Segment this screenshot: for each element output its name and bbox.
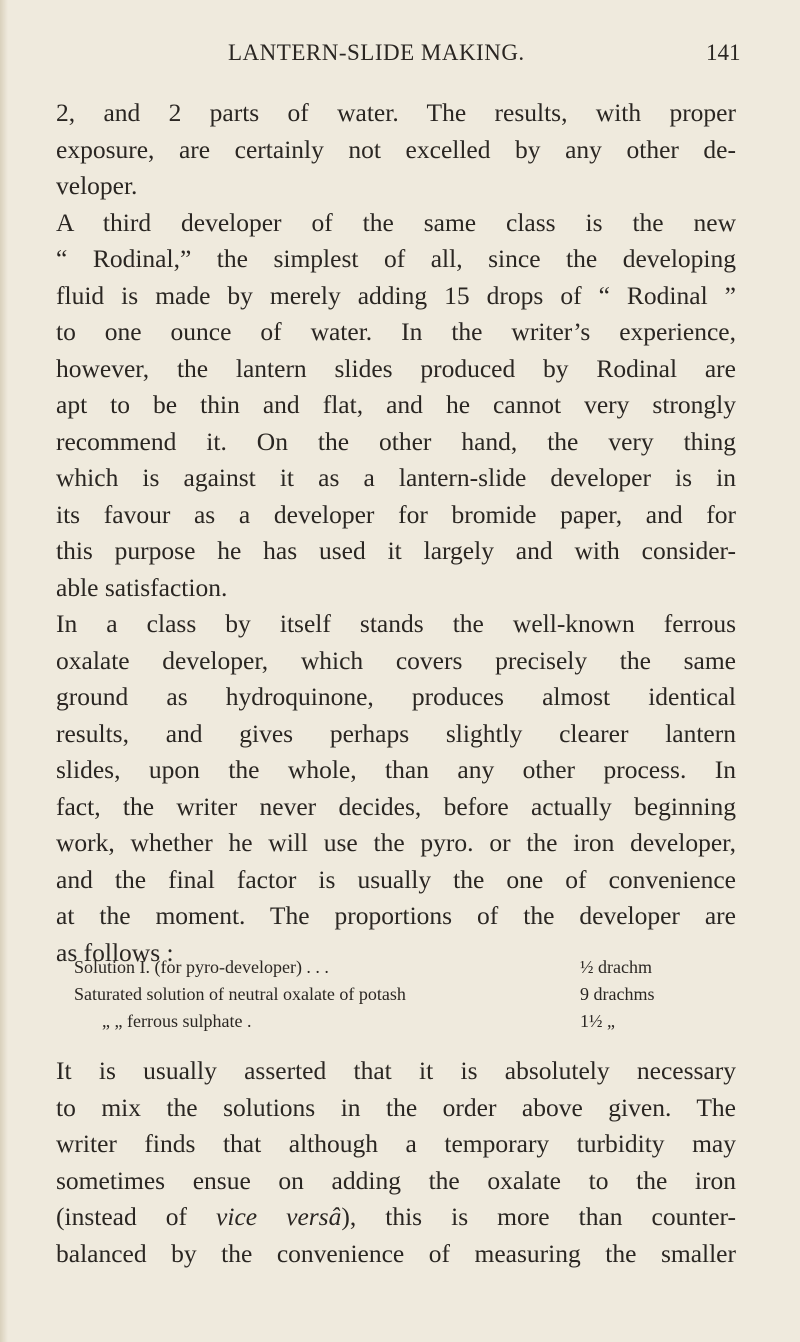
text-line: recommend it. On the other hand, the very thing xyxy=(56,426,736,456)
table-row xyxy=(74,981,714,1008)
text-line: “ Rodinal,” the simplest of all, since the developing xyxy=(56,244,736,273)
body-text xyxy=(56,95,736,971)
text-line: ground as hydroquinone, produces almost identical xyxy=(56,682,736,711)
text-run: ), this is more than counter- xyxy=(341,1202,736,1231)
text-line xyxy=(56,1053,736,1090)
ingredient-cell: Solution I. (for pyro-developer) . . . xyxy=(74,957,329,977)
table-row xyxy=(74,1008,714,1035)
text-line: A third developer of the same class is the new xyxy=(56,207,736,237)
text-line: oxalate developer, which covers precisely the same xyxy=(56,645,736,675)
text-line: veloper. xyxy=(56,171,138,200)
text-line: to one ounce of water. In the writer’s experience, xyxy=(56,317,736,346)
text-run: (instead of xyxy=(56,1202,217,1231)
text-line: however, the lantern slides produced by Rodinal are xyxy=(56,353,736,383)
text-line: exposure, are certainly not excelled by any other de- xyxy=(56,134,736,164)
text-line xyxy=(56,1236,736,1273)
text-line: results, and gives perhaps slightly clearer lantern xyxy=(56,718,736,748)
text-line: which is against it as a lantern-slide developer is in xyxy=(56,463,736,492)
text-run: It is usually asserted that it is absolutely necessary xyxy=(56,1056,736,1085)
text-run: sometimes ensue on adding the oxalate to the iron xyxy=(56,1165,736,1195)
text-line xyxy=(56,1199,736,1236)
text-line: fact, the writer never decides, before actually beginning xyxy=(56,791,736,821)
text-line: fluid is made by merely adding 15 drops of “ Rodinal ” xyxy=(56,280,736,310)
text-line xyxy=(56,1126,736,1163)
text-line: 2, and 2 parts of water. The results, with proper xyxy=(56,98,736,127)
closing-paragraph xyxy=(56,1053,736,1272)
italic-text-run: vice versâ xyxy=(216,1202,342,1231)
text-line: able satisfaction. xyxy=(56,572,228,602)
text-line xyxy=(56,1090,736,1127)
page-number: 141 xyxy=(706,40,741,65)
text-line: and the final factor is usually the one of convenience xyxy=(56,864,736,894)
running-head: LANTERN-SLIDE MAKING. xyxy=(228,40,525,65)
quantity-cell: 9 drachms xyxy=(580,984,655,1004)
ingredient-cell: „ „ ferrous sulphate . xyxy=(102,1011,252,1031)
text-line: apt to be thin and flat, and he cannot very strongly xyxy=(56,390,736,419)
text-line: In a class by itself stands the well-known ferrous xyxy=(56,609,736,638)
text-run: to mix the solutions in the order above given. The xyxy=(56,1092,736,1122)
text-run: balanced by the convenience of measuring the smaller xyxy=(56,1238,736,1268)
ingredient-cell: Saturated solution of neutral oxalate of potash xyxy=(74,984,406,1004)
text-run: writer finds that although a temporary turbidity may xyxy=(56,1129,736,1158)
quantity-cell: 1½ „ xyxy=(580,1011,615,1031)
text-line: its favour as a developer for bromide paper, and for xyxy=(56,499,736,529)
formula-table xyxy=(74,954,714,1035)
text-line: slides, upon the whole, than any other process. In xyxy=(56,755,736,784)
text-line xyxy=(56,1163,736,1200)
text-line: this purpose he has used it largely and with consider- xyxy=(56,536,736,565)
text-line: at the moment. The proportions of the developer are xyxy=(56,901,736,930)
table-row xyxy=(74,954,714,981)
text-line: work, whether he will use the pyro. or the iron developer, xyxy=(56,828,736,857)
quantity-cell: ½ drachm xyxy=(580,957,652,977)
text-line: as follows : xyxy=(56,937,174,967)
